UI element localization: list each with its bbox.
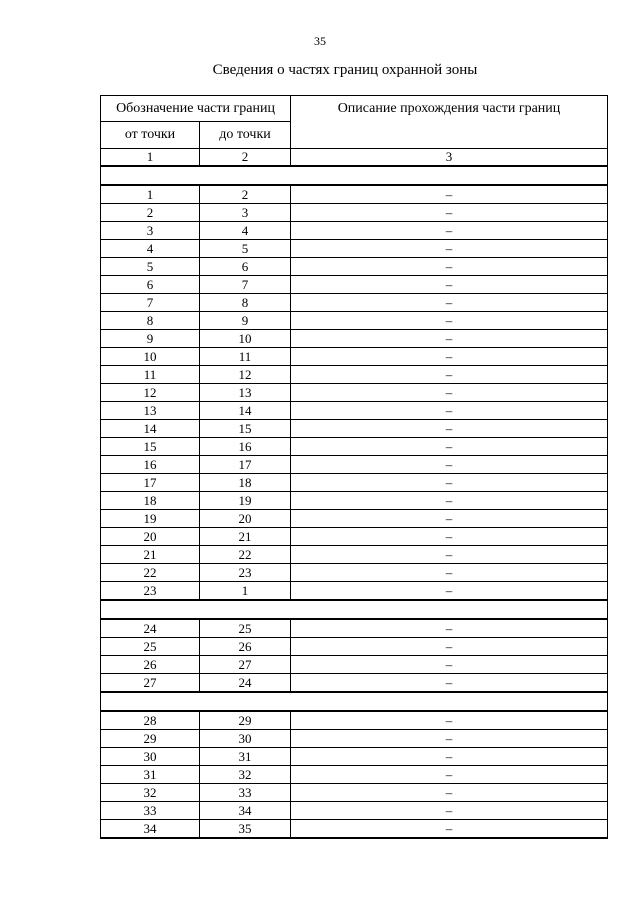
to-point-header: до точки (200, 122, 291, 149)
description-cell: – (291, 674, 608, 693)
group-separator-row (101, 692, 608, 711)
to-point-cell: 29 (200, 711, 291, 730)
description-cell: – (291, 384, 608, 402)
table-row (101, 204, 608, 222)
from-point-cell: 26 (101, 656, 200, 674)
to-point-cell: 20 (200, 510, 291, 528)
from-point-cell: 30 (101, 748, 200, 766)
to-point-cell: 4 (200, 222, 291, 240)
to-point-cell: 23 (200, 564, 291, 582)
from-point-header: от точки (101, 122, 200, 149)
from-point-cell: 17 (101, 474, 200, 492)
description-cell: – (291, 240, 608, 258)
to-point-cell: 11 (200, 348, 291, 366)
table-row (101, 438, 608, 456)
column-number: 2 (200, 149, 291, 167)
description-cell: – (291, 510, 608, 528)
description-cell: – (291, 402, 608, 420)
from-point-cell: 11 (101, 366, 200, 384)
table-row (101, 656, 608, 674)
designation-header: Обозначение части границ (101, 96, 291, 122)
description-cell: – (291, 748, 608, 766)
table-row (101, 276, 608, 294)
to-point-cell: 16 (200, 438, 291, 456)
table-row (101, 619, 608, 638)
from-point-cell: 19 (101, 510, 200, 528)
from-point-cell: 16 (101, 456, 200, 474)
description-cell: – (291, 528, 608, 546)
to-point-cell: 18 (200, 474, 291, 492)
from-point-cell: 27 (101, 674, 200, 693)
table-row (101, 730, 608, 748)
from-point-cell: 2 (101, 204, 200, 222)
to-point-cell: 2 (200, 185, 291, 204)
to-point-cell: 34 (200, 802, 291, 820)
to-point-cell: 31 (200, 748, 291, 766)
description-cell: – (291, 420, 608, 438)
to-point-cell: 24 (200, 674, 291, 693)
to-point-cell: 9 (200, 312, 291, 330)
from-point-cell: 9 (101, 330, 200, 348)
group-separator-row (101, 166, 608, 185)
table-row (101, 784, 608, 802)
table-row (101, 528, 608, 546)
table-row (101, 802, 608, 820)
group-separator-cell (101, 692, 608, 711)
description-cell: – (291, 546, 608, 564)
to-point-cell: 6 (200, 258, 291, 276)
to-point-cell: 14 (200, 402, 291, 420)
table-row (101, 492, 608, 510)
table-row (101, 510, 608, 528)
from-point-cell: 33 (101, 802, 200, 820)
from-point-cell: 6 (101, 276, 200, 294)
from-point-cell: 4 (101, 240, 200, 258)
table-row (101, 638, 608, 656)
table-row (101, 748, 608, 766)
from-point-cell: 5 (101, 258, 200, 276)
group-separator-cell (101, 600, 608, 619)
table-row (101, 582, 608, 601)
to-point-cell: 30 (200, 730, 291, 748)
from-point-cell: 29 (101, 730, 200, 748)
table-row (101, 820, 608, 839)
description-cell: – (291, 348, 608, 366)
group-separator-cell (101, 166, 608, 185)
table-row (101, 185, 608, 204)
column-number: 1 (101, 149, 200, 167)
table-row (101, 546, 608, 564)
table-row (101, 766, 608, 784)
table-row (101, 402, 608, 420)
description-cell: – (291, 784, 608, 802)
from-point-cell: 34 (101, 820, 200, 839)
table-row (101, 330, 608, 348)
description-cell: – (291, 638, 608, 656)
table-row (101, 564, 608, 582)
description-cell: – (291, 312, 608, 330)
description-cell: – (291, 582, 608, 601)
description-cell: – (291, 820, 608, 839)
description-cell: – (291, 366, 608, 384)
from-point-cell: 23 (101, 582, 200, 601)
to-point-cell: 7 (200, 276, 291, 294)
to-point-cell: 25 (200, 619, 291, 638)
table-row (101, 474, 608, 492)
from-point-cell: 20 (101, 528, 200, 546)
from-point-cell: 13 (101, 402, 200, 420)
from-point-cell: 3 (101, 222, 200, 240)
from-point-cell: 10 (101, 348, 200, 366)
to-point-cell: 33 (200, 784, 291, 802)
from-point-cell: 14 (101, 420, 200, 438)
boundary-parts-table (100, 95, 608, 839)
group-separator-row (101, 600, 608, 619)
from-point-cell: 1 (101, 185, 200, 204)
to-point-cell: 15 (200, 420, 291, 438)
from-point-cell: 22 (101, 564, 200, 582)
description-cell: – (291, 456, 608, 474)
from-point-cell: 18 (101, 492, 200, 510)
from-point-cell: 15 (101, 438, 200, 456)
description-cell: – (291, 258, 608, 276)
to-point-cell: 12 (200, 366, 291, 384)
description-header: Описание прохождения части границ (291, 96, 608, 149)
to-point-cell: 5 (200, 240, 291, 258)
table-row (101, 240, 608, 258)
description-cell: – (291, 766, 608, 784)
description-cell: – (291, 656, 608, 674)
table-row (101, 456, 608, 474)
column-number: 3 (291, 149, 608, 167)
description-cell: – (291, 294, 608, 312)
description-cell: – (291, 619, 608, 638)
table-row (101, 420, 608, 438)
to-point-cell: 17 (200, 456, 291, 474)
description-cell: – (291, 711, 608, 730)
from-point-cell: 25 (101, 638, 200, 656)
table-row (101, 366, 608, 384)
to-point-cell: 10 (200, 330, 291, 348)
description-cell: – (291, 474, 608, 492)
to-point-cell: 22 (200, 546, 291, 564)
to-point-cell: 21 (200, 528, 291, 546)
from-point-cell: 32 (101, 784, 200, 802)
description-cell: – (291, 204, 608, 222)
to-point-cell: 8 (200, 294, 291, 312)
description-cell: – (291, 802, 608, 820)
description-cell: – (291, 222, 608, 240)
from-point-cell: 8 (101, 312, 200, 330)
column-number-row (101, 149, 608, 167)
description-cell: – (291, 730, 608, 748)
table-row (101, 711, 608, 730)
header-row (101, 96, 608, 122)
to-point-cell: 26 (200, 638, 291, 656)
from-point-cell: 12 (101, 384, 200, 402)
to-point-cell: 27 (200, 656, 291, 674)
table-row (101, 222, 608, 240)
from-point-cell: 31 (101, 766, 200, 784)
table-row (101, 384, 608, 402)
to-point-cell: 3 (200, 204, 291, 222)
to-point-cell: 19 (200, 492, 291, 510)
from-point-cell: 21 (101, 546, 200, 564)
description-cell: – (291, 438, 608, 456)
to-point-cell: 1 (200, 582, 291, 601)
to-point-cell: 35 (200, 820, 291, 839)
from-point-cell: 7 (101, 294, 200, 312)
table-row (101, 258, 608, 276)
table-row (101, 312, 608, 330)
description-cell: – (291, 185, 608, 204)
from-point-cell: 28 (101, 711, 200, 730)
to-point-cell: 13 (200, 384, 291, 402)
table-row (101, 674, 608, 693)
description-cell: – (291, 564, 608, 582)
document-title: Сведения о частях границ охранной зоны (212, 62, 478, 78)
from-point-cell: 24 (101, 619, 200, 638)
to-point-cell: 32 (200, 766, 291, 784)
description-cell: – (291, 330, 608, 348)
description-cell: – (291, 276, 608, 294)
table-row (101, 294, 608, 312)
description-cell: – (291, 492, 608, 510)
table-row (101, 348, 608, 366)
page-number: 35 (314, 34, 326, 48)
